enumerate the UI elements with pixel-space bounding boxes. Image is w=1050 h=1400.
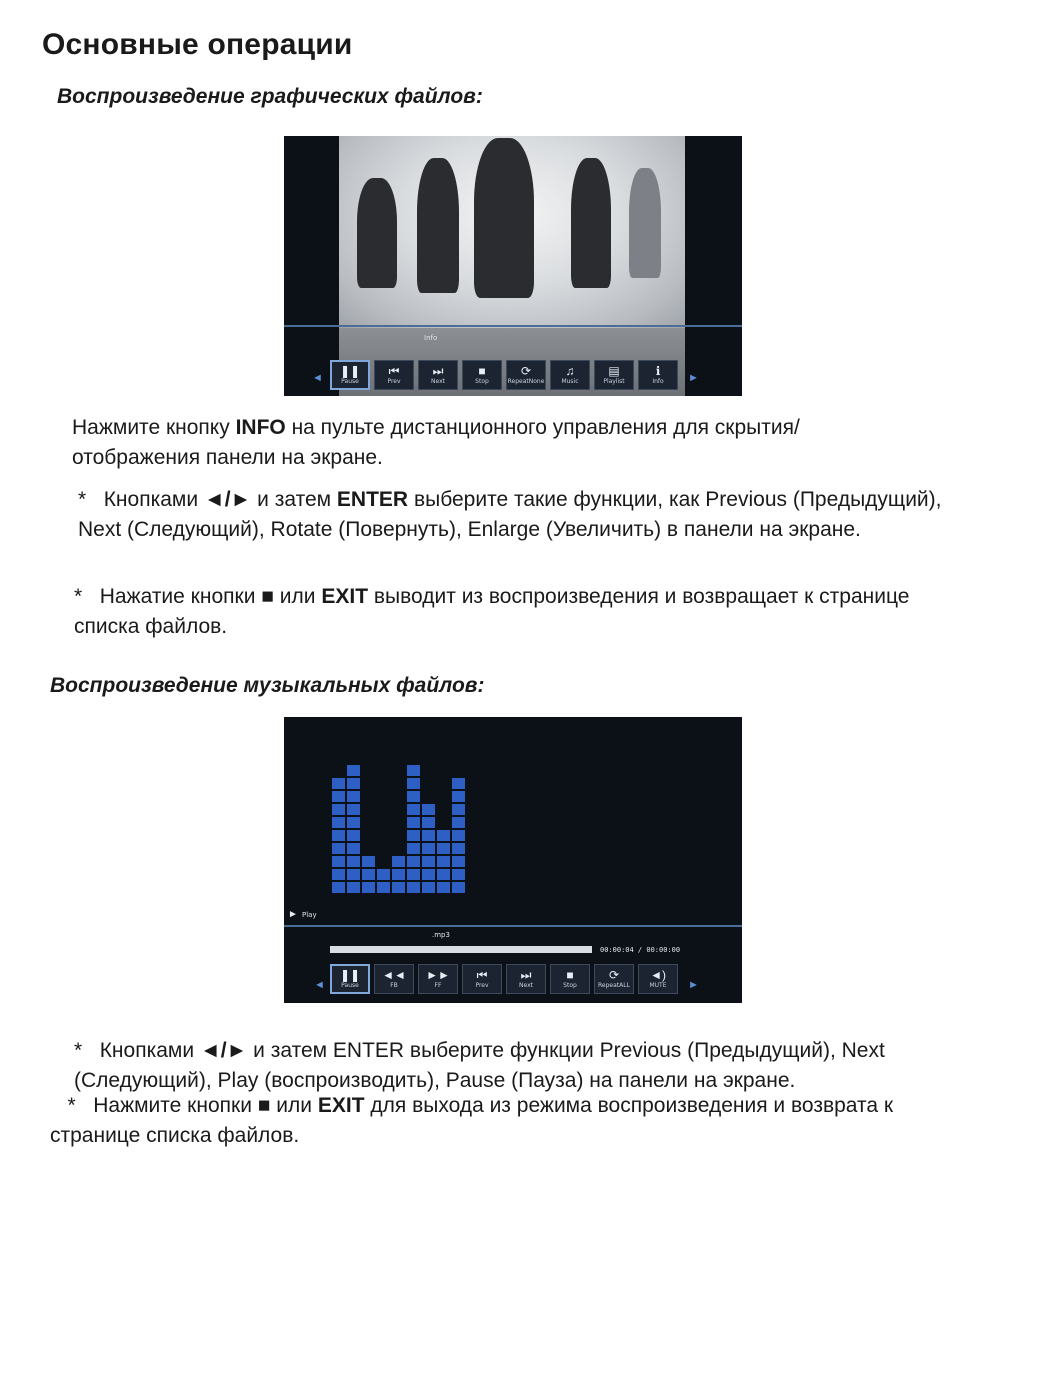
equalizer-cell [437, 856, 450, 867]
control-button-label: Pause [341, 981, 359, 989]
control-button-label: Prev [475, 981, 489, 989]
equalizer-cell [332, 817, 345, 828]
control-button-pause[interactable] [330, 964, 370, 994]
exit-key-label: EXIT [317, 1094, 365, 1117]
exit-key-label: EXIT [321, 585, 369, 608]
equalizer-cell [347, 882, 360, 893]
equalizer-column [332, 778, 345, 893]
photo-playback-screen [284, 136, 742, 396]
equalizer-cell [422, 882, 435, 893]
equalizer-cell [407, 778, 420, 789]
progress-bar[interactable] [330, 946, 592, 953]
control-button-playlist[interactable] [594, 360, 634, 390]
figure-silhouette [629, 168, 661, 278]
text-segment: Кнопками [103, 488, 204, 511]
info-key-label: INFO [235, 416, 286, 439]
equalizer-column [452, 778, 465, 893]
photo-image [339, 136, 685, 328]
equalizer-cell [422, 843, 435, 854]
right-arrow-icon[interactable]: ► [688, 372, 699, 384]
time-readout: 00:00:04 / 00:00:00 [600, 946, 681, 954]
equalizer-cell [362, 856, 375, 867]
text-segment: выводит из воспроизведения и возвращает к странице списка файлов. [74, 585, 910, 638]
equalizer-cell [452, 804, 465, 815]
equalizer-cell [407, 843, 420, 854]
equalizer-cell [347, 869, 360, 880]
photo-control-bar [330, 360, 678, 390]
equalizer-cell [422, 856, 435, 867]
stop-icon: ■ [478, 363, 486, 378]
text-segment: Нажмите кнопку [72, 416, 236, 439]
text-segment: Нажатие кнопки [99, 585, 262, 608]
equalizer-cell [392, 869, 405, 880]
equalizer-column [407, 765, 420, 893]
equalizer-cell [332, 843, 345, 854]
equalizer-cell [347, 804, 360, 815]
bullet-star: * [67, 1094, 76, 1117]
control-button-pause[interactable] [330, 360, 370, 390]
figure-silhouette [571, 158, 611, 288]
arrow-keys-label: ◄/► [199, 1039, 248, 1062]
mute-icon: ◄) [650, 967, 666, 982]
control-button-label: Stop [475, 377, 489, 385]
panel-divider [284, 925, 742, 927]
equalizer-column [347, 765, 360, 893]
equalizer-cell [422, 869, 435, 880]
paragraph-info [72, 413, 832, 473]
text-segment: или [270, 1094, 318, 1117]
text-segment: на пульте дистанционного управления для скрытия/отображения панели на экране. [72, 416, 800, 469]
text-segment: для выхода из режима воспроизведения и возврата к странице списка файлов. [50, 1094, 894, 1147]
paragraph-navigation [78, 485, 978, 545]
equalizer-column [392, 856, 405, 893]
control-button-stop[interactable] [462, 360, 502, 390]
equalizer-cell [422, 830, 435, 841]
text-segment: Кнопками [99, 1039, 200, 1062]
equalizer-column [362, 856, 375, 893]
paragraph-music-navigation [74, 1036, 994, 1096]
equalizer-cell [452, 778, 465, 789]
equalizer-cell [407, 765, 420, 776]
control-button-prev[interactable] [374, 360, 414, 390]
control-button-label: Stop [563, 981, 577, 989]
left-arrow-icon[interactable]: ◄ [312, 372, 323, 384]
info-label: Info [424, 334, 438, 342]
control-button-prev[interactable] [462, 964, 502, 994]
equalizer-cell [452, 869, 465, 880]
control-button-label: Next [431, 377, 445, 385]
equalizer-cell [332, 830, 345, 841]
control-button-label: Playlist [603, 377, 625, 385]
equalizer-cell [437, 830, 450, 841]
equalizer-cell [437, 869, 450, 880]
control-button-info[interactable] [638, 360, 678, 390]
bullet-star: * [74, 1039, 83, 1062]
text-segment: и затем ENTER выберите функции Previous (Предыдущий), Next (Следующий), Play (воспроизводить), Pause (Пауза) на панели на экране. [74, 1039, 885, 1092]
text-segment: выберите такие функции, как Previous (Предыдущий), Next (Следующий), Rotate (Повернуть), Enlarge (Увеличить) в панели на экране. [78, 488, 942, 541]
section-heading-music: Воспроизведение музыкальных файлов: [50, 674, 485, 697]
play-status-icon: ► [288, 909, 298, 920]
equalizer-cell [407, 882, 420, 893]
next-icon: ⏭ [520, 967, 532, 982]
equalizer-cell [332, 778, 345, 789]
text-segment: и затем [251, 488, 337, 511]
stop-icon: ■ [261, 585, 274, 608]
prev-icon: ⏮ [476, 967, 488, 982]
control-button-label: FB [390, 981, 398, 989]
right-arrow-icon[interactable]: ► [688, 979, 699, 991]
equalizer-cell [347, 856, 360, 867]
control-button-label: Next [519, 981, 533, 989]
paragraph-exit [74, 582, 954, 642]
equalizer-visualizer [332, 765, 465, 893]
equalizer-cell [452, 791, 465, 802]
control-button-repeatall[interactable] [594, 964, 634, 994]
control-button-label: Music [561, 377, 579, 385]
control-button-music[interactable] [550, 360, 590, 390]
equalizer-cell [422, 804, 435, 815]
equalizer-cell [332, 804, 345, 815]
control-button-label: Pause [341, 377, 359, 385]
equalizer-cell [362, 882, 375, 893]
figure-silhouette [417, 158, 459, 293]
equalizer-cell [332, 882, 345, 893]
control-button-label: Info [652, 377, 664, 385]
equalizer-cell [452, 817, 465, 828]
equalizer-cell [347, 778, 360, 789]
equalizer-cell [362, 869, 375, 880]
music-playback-screen [284, 717, 742, 1003]
next-icon: ⏭ [432, 363, 444, 378]
fb-icon: ◄◄ [382, 967, 406, 982]
control-button-label: RepeatNone [507, 377, 545, 385]
equalizer-cell [332, 856, 345, 867]
control-button-stop[interactable] [550, 964, 590, 994]
control-button-label: MUTE [649, 981, 667, 989]
pause-icon: ❚❚ [339, 363, 361, 378]
equalizer-cell [437, 882, 450, 893]
equalizer-cell [347, 765, 360, 776]
repeatnone-icon: ⟳ [520, 363, 532, 378]
bullet-star: * [78, 488, 87, 511]
equalizer-cell [347, 843, 360, 854]
equalizer-cell [407, 869, 420, 880]
left-arrow-icon[interactable]: ◄ [314, 979, 325, 991]
section-heading-pictures: Воспроизведение графических файлов: [57, 85, 483, 108]
control-button-repeatnone[interactable] [506, 360, 546, 390]
control-button-label: FF [434, 981, 442, 989]
ff-icon: ►► [426, 967, 450, 982]
file-name-label: .mp3 [432, 931, 450, 939]
equalizer-cell [347, 817, 360, 828]
equalizer-cell [452, 856, 465, 867]
stop-icon: ■ [566, 967, 574, 982]
equalizer-cell [407, 856, 420, 867]
control-button-ff[interactable] [418, 964, 458, 994]
equalizer-cell [392, 882, 405, 893]
prev-icon: ⏮ [388, 363, 400, 378]
equalizer-cell [332, 869, 345, 880]
figure-silhouette [474, 138, 534, 298]
text-segment: или [273, 585, 322, 608]
equalizer-column [377, 869, 390, 893]
equalizer-cell [332, 791, 345, 802]
equalizer-cell [407, 791, 420, 802]
stop-icon: ■ [257, 1094, 271, 1117]
music-icon: ♫ [565, 363, 575, 378]
equalizer-cell [437, 843, 450, 854]
info-icon: ℹ [655, 363, 661, 378]
enter-key-label: ENTER [336, 488, 409, 511]
equalizer-column [422, 804, 435, 893]
repeatall-icon: ⟳ [608, 967, 620, 982]
equalizer-cell [452, 882, 465, 893]
equalizer-column [437, 830, 450, 893]
arrow-keys-label: ◄/► [203, 488, 252, 511]
control-button-label: Prev [387, 377, 401, 385]
play-status-label: Play [302, 911, 317, 919]
control-button-next[interactable] [506, 964, 546, 994]
equalizer-cell [452, 843, 465, 854]
equalizer-cell [392, 856, 405, 867]
control-button-fb[interactable] [374, 964, 414, 994]
equalizer-cell [347, 791, 360, 802]
page-title: Основные операции [42, 28, 353, 61]
figure-silhouette [357, 178, 397, 288]
paragraph-music-exit [50, 1091, 950, 1151]
equalizer-cell [377, 869, 390, 880]
equalizer-cell [377, 882, 390, 893]
equalizer-cell [407, 830, 420, 841]
equalizer-cell [407, 817, 420, 828]
equalizer-cell [407, 804, 420, 815]
text-segment: Нажмите кнопки [93, 1094, 258, 1117]
control-button-next[interactable] [418, 360, 458, 390]
control-button-label: RepeatALL [598, 981, 630, 989]
pause-icon: ❚❚ [339, 967, 361, 982]
equalizer-cell [422, 817, 435, 828]
equalizer-cell [452, 830, 465, 841]
music-control-bar [330, 964, 678, 994]
equalizer-cell [347, 830, 360, 841]
panel-divider [284, 325, 742, 327]
bullet-star: * [74, 585, 83, 608]
control-button-mute[interactable] [638, 964, 678, 994]
playlist-icon: ▤ [608, 363, 620, 378]
